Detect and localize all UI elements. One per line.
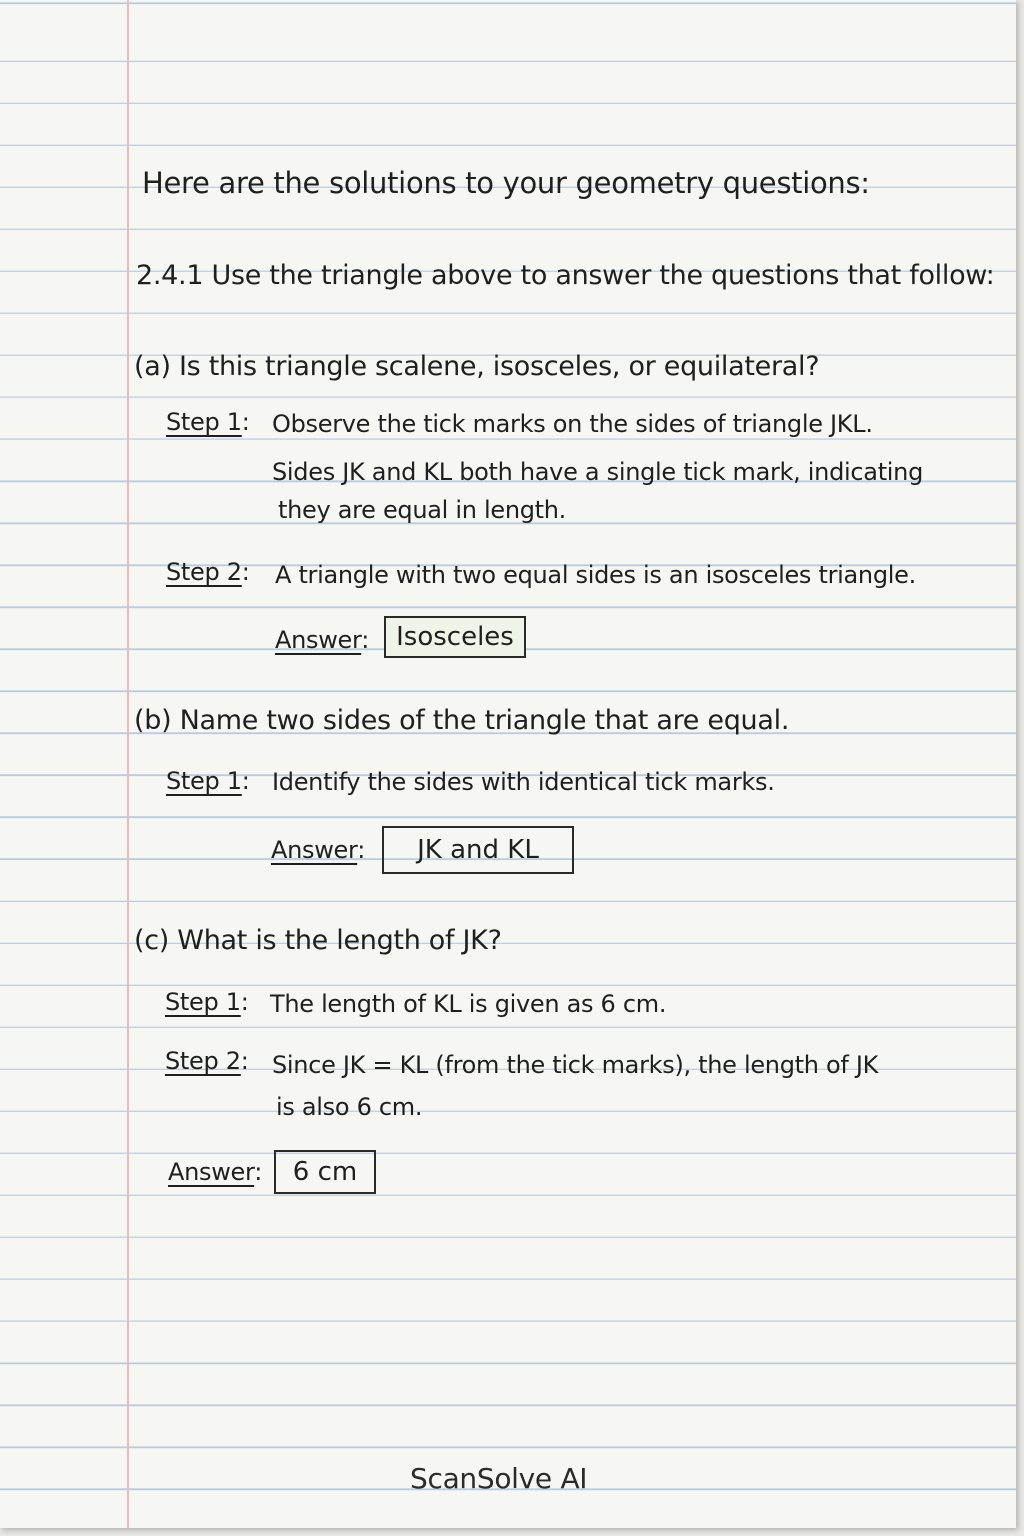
part-b-answer-label: Answer: (271, 836, 365, 864)
part-b-question: (b) Name two sides of the triangle that are equal. (134, 705, 790, 736)
part-c-step1-label: Step 1: (165, 988, 249, 1016)
margin-line (127, 0, 129, 1528)
part-a-answer-box: Isosceles (384, 616, 526, 658)
part-a-step1-line2: Sides JK and KL both have a single tick mark, indicating (272, 458, 924, 486)
part-a-step2-line1: A triangle with two equal sides is an isosceles triangle. (275, 561, 916, 589)
intro-heading: Here are the solutions to your geometry questions: (142, 166, 870, 200)
part-a-step1-line3: they are equal in length. (278, 496, 567, 524)
part-c-answer-box: 6 cm (274, 1150, 376, 1194)
part-a-step1-line1: Observe the tick marks on the sides of triangle JKL. (272, 410, 873, 438)
part-a-step2-label: Step 2: (166, 558, 250, 586)
part-a-step1-label: Step 1: (166, 408, 250, 436)
part-b-step1-label: Step 1: (166, 767, 250, 795)
part-c-step2-line2: is also 6 cm. (276, 1093, 423, 1121)
part-a-answer-label: Answer: (275, 626, 369, 654)
part-b-answer-box: JK and KL (382, 826, 574, 874)
part-c-step1-line1: The length of KL is given as 6 cm. (270, 990, 667, 1018)
part-c-question: (c) What is the length of JK? (134, 925, 502, 956)
part-b-step1-line1: Identify the sides with identical tick marks. (272, 768, 775, 796)
part-c-step2-line1: Since JK = KL (from the tick marks), the length of JK (272, 1051, 879, 1079)
part-c-step2-label: Step 2: (165, 1047, 249, 1075)
footer-brand: ScanSolve AI (410, 1462, 588, 1495)
question-header: 2.4.1 Use the triangle above to answer the questions that follow: (136, 260, 995, 291)
part-a-question: (a) Is this triangle scalene, isosceles, or equilateral? (134, 351, 820, 382)
part-c-answer-label: Answer: (168, 1158, 262, 1186)
